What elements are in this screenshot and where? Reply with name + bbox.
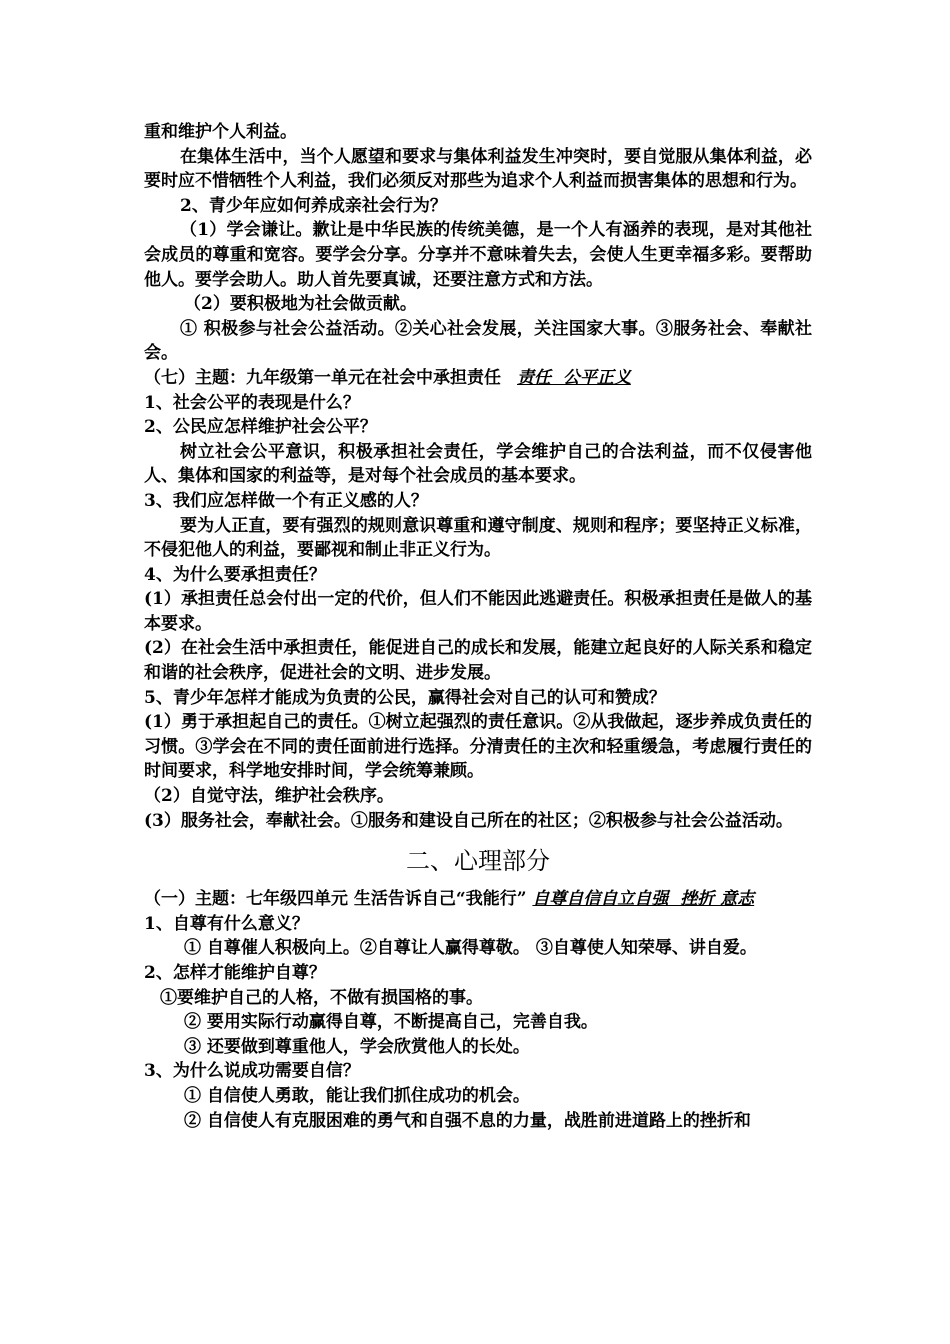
paragraph: （2）要积极地为社会做贡献。 [184,294,417,315]
answer: ③ 还要做到尊重他人，学会欣赏他人的长处。 [184,1036,530,1057]
section-heading [144,887,812,912]
answer: (2）在社会生活中承担责任，能促进自己的成长和发展，能建立起良好的人际关系和稳定和谐的社会秩序，促进社会的文明、进步发展。 [144,638,812,684]
answer: (1）勇于承担起自己的责任。①树立起强烈的责任意识。②从我做起，逐步养成负责任的习惯。③学会在不同的责任面前进行选择。分清责任的主次和轻重缓急，考虑履行责任的时间要求，科学地安排时间，学会统筹兼顾。 [144,712,812,782]
answer: ② 自信使人有克服困难的勇气和自强不息的力量，战胜前进道路上的挫折和 [184,1110,751,1131]
section-keywords: 自尊自信自立自强 挫折 意志 [532,889,755,910]
question: 3、我们应怎样做一个有正义感的人？ [144,490,428,511]
question-heading: 2、青少年应如何养成亲社会行为？ [180,195,447,216]
answer: 树立社会公平意识，积极承担社会责任，学会维护自己的合法利益，而不仅侵害他人、集体和国家的利益等，是对每个社会成员的基本要求。 [144,441,812,487]
answer: (3）服务社会，奉献社会。①服务和建设自己所在的社区；②积极参与社会公益活动。 [144,810,793,831]
paragraph: 在集体生活中，当个人愿望和要求与集体利益发生冲突时，要自觉服从集体利益，必要时应不惜牺牲个人利益，我们必须反对那些为追求个人利益而损害集体的思想和行为。 [144,146,812,192]
question: 1、自尊有什么意义？ [144,913,309,934]
answer: ①要维护自己的人格，不做有损国格的事。 [160,987,483,1008]
paragraph: 重和维护个人利益。 [144,122,297,142]
question: 1、社会公平的表现是什么？ [144,392,360,413]
section-title: （一）主题：七年级四单元 生活告诉自己“我能行” [144,889,527,910]
section-heading [144,366,812,391]
answer: （2）自觉守法，维护社会秩序。 [144,786,394,807]
answer: ① 自信使人勇敢，能让我们抓住成功的机会。 [184,1085,530,1106]
part-title: 二、心理部分 [406,847,550,876]
question: 2、公民应怎样维护社会公平？ [144,417,377,438]
section-keywords: 责任 公平正义 [517,367,631,388]
answer: ② 要用实际行动赢得自尊，不断提高自己，完善自我。 [184,1012,598,1033]
answer: ① 自尊催人积极向上。②自尊让人赢得尊敬。 ③自尊使人知荣辱、讲自爱。 [184,938,757,959]
question: 3、为什么说成功需要自信？ [144,1061,360,1082]
paragraph: （1）学会谦让。歉让是中华民族的传统美德，是一个人有涵养的表现，是对其他社会成员的尊重和宽容。要学会分享。分享并不意味着失去，会使人生更幸福多彩。要帮助他人。要学会助人。助人首先要真诚，还要注意方式和方法。 [144,220,812,290]
paragraph: ① 积极参与社会公益活动。②关心社会发展，关注国家大事。③服务社会、奉献社会。 [144,318,812,364]
question: 5、青少年怎样才能成为负责的公民，赢得社会对自己的认可和赞成？ [144,687,666,708]
question: 2、怎样才能维护自尊？ [144,963,326,983]
answer: 要为人正直，要有强烈的规则意识尊重和遵守制度、规则和程序；要坚持正义标准，不侵犯他人的利益，要鄙视和制止非正义行为。 [144,515,812,561]
section-title: （七）主题：九年级第一单元在社会中承担责任 [144,367,501,388]
answer: (1）承担责任总会付出一定的代价，但人们不能因此逃避责任。积极承担责任是做人的基本要求。 [144,589,812,634]
question: 4、为什么要承担责任？ [144,564,326,585]
document-page [144,120,812,1133]
